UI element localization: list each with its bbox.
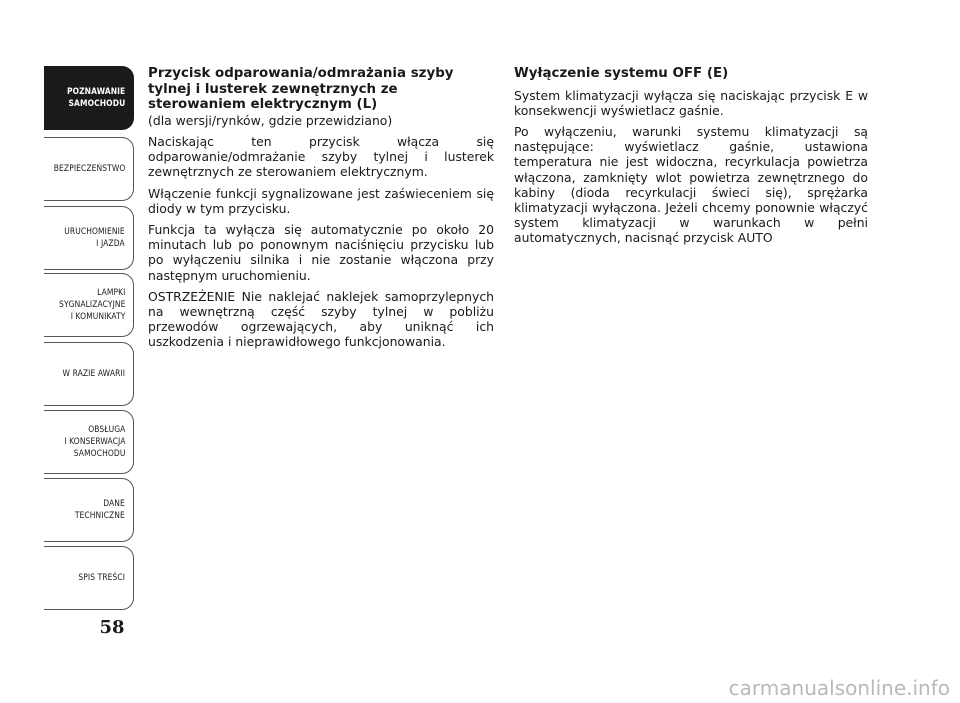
- tab-label: SPIS TREŚCI: [78, 573, 125, 583]
- paragraph: System klimatyzacji wyłącza się naciskając przycisk E w konsekwencji wyświetlacz gaśnie.: [514, 87, 868, 118]
- paragraph: Naciskając ten przycisk włącza się odparowanie/odmrażanie szyby tylnej i lusterek zewnętrznych ze sterowaniem elektrycznym.: [148, 133, 494, 180]
- tab-label: W RAZIE AWARII: [62, 369, 125, 379]
- paragraph: Funkcja ta wyłącza się automatycznie po około 20 minutach lub po ponownym naciśnięciu przycisku lub po wyłączeniu silnika i nie zostanie włączona przy następnym uruchomieniu.: [148, 222, 494, 283]
- tab-obsluga-i-konserwacja[interactable]: [44, 410, 134, 474]
- tab-label: LAMPKI SYGNALIZACYJNE I KOMUNIKATY: [58, 288, 125, 322]
- tab-w-razie-awarii[interactable]: [44, 342, 134, 406]
- tab-poznawanie-samochodu[interactable]: [44, 66, 134, 130]
- tab-label: DANE TECHNICZNE: [74, 499, 125, 521]
- section-subheading: (dla wersji/rynków, gdzie przewidziano): [148, 112, 393, 128]
- tab-lampki-sygnalizacyjne[interactable]: [44, 273, 134, 337]
- tab-label: BEZPIECZEŃSTWO: [53, 164, 125, 174]
- left-column: [148, 66, 494, 356]
- section-heading: Wyłączenie systemu OFF (E): [514, 66, 729, 81]
- tab-label: URUCHOMIENIE I JAZDA: [64, 227, 125, 249]
- section-heading: Przycisk odparowania/odmrażania szyby tylnej i lusterek zewnętrznych ze sterowaniem elektrycznym (L): [148, 66, 454, 113]
- warning-paragraph: OSTRZEŻENIE Nie naklejać naklejek samoprzylepnych na wewnętrzną część szyby tylnej w pobliżu przewodów ogrzewających, aby uniknąć ich uszkodzenia i nieprawidłowego funkcjonowania.: [148, 288, 494, 350]
- paragraph: Po wyłączeniu, warunki systemu klimatyzacji są następujące: wyświetlacz gaśnie, ustawiona temperatura nie jest widoczna, recyrkulacja powietrza włączona, zamknięty wlot powietrza zewnętrznego do kabiny (dioda recyrkulacji świeci się), sprężarka klimatyzacji wyłączona. Jeżeli chcemy ponownie włączyć system klimatyzacji w warunkach w pełni automatycznych, nacisnąć przycisk AUTO: [514, 124, 868, 246]
- tab-label: OBSŁUGA I KONSERWACJA SAMOCHODU: [63, 425, 125, 459]
- tab-dane-techniczne[interactable]: [44, 478, 134, 542]
- page-number: 58: [99, 617, 125, 638]
- watermark: carmanualsonline.info: [728, 676, 950, 700]
- tab-bezpieczenstwo[interactable]: [44, 137, 134, 201]
- paragraph: Włączenie funkcji sygnalizowane jest zaświeceniem się diody w tym przycisku.: [148, 185, 494, 216]
- right-column: [514, 66, 868, 252]
- tab-uruchomienie-i-jazda[interactable]: [44, 206, 134, 270]
- tab-label: POZNAWANIE SAMOCHODU: [66, 87, 125, 109]
- tab-spis-tresci[interactable]: [44, 546, 134, 610]
